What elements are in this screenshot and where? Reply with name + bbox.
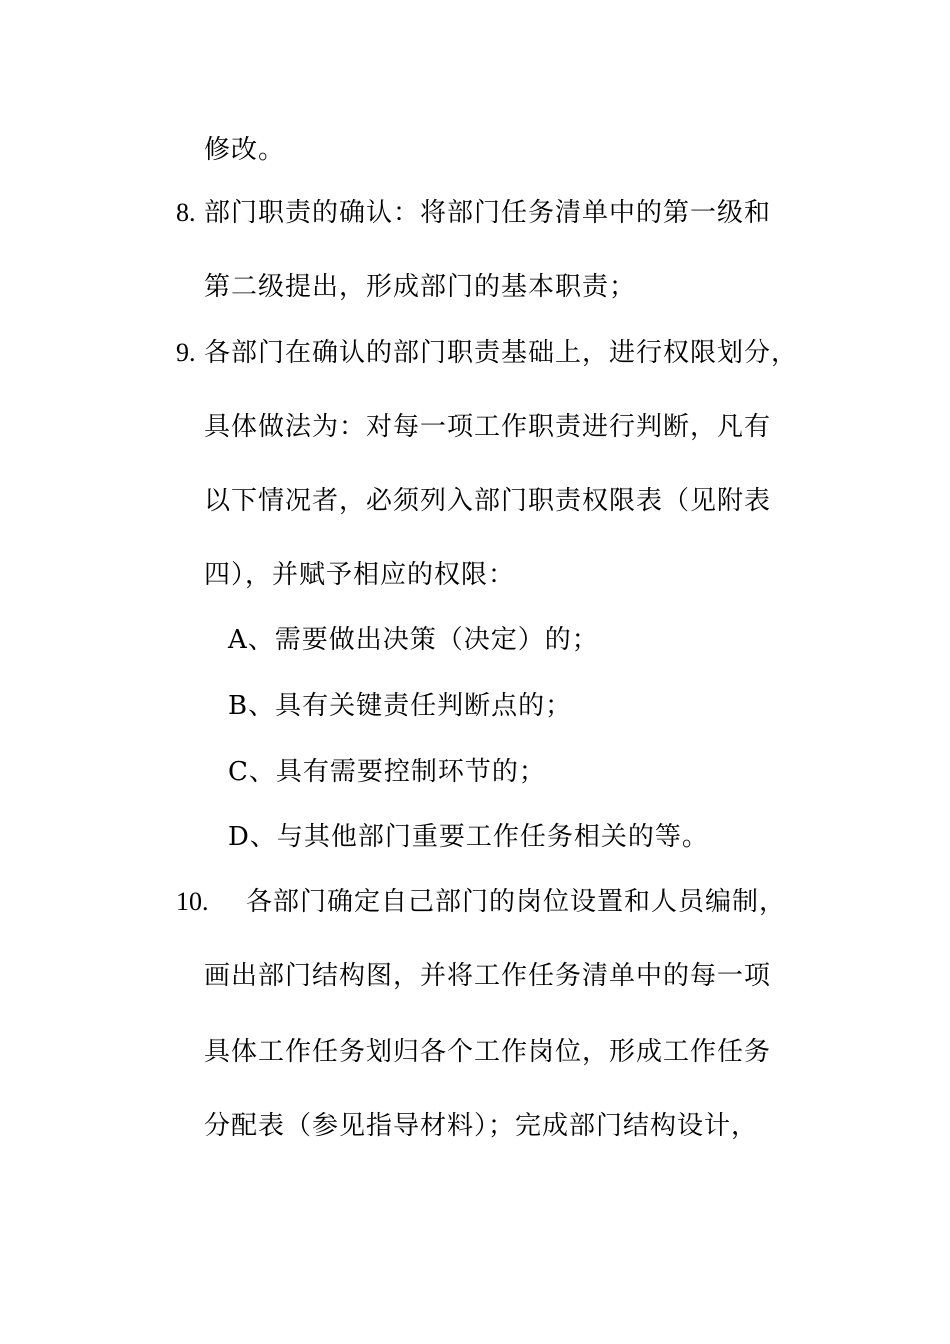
item-8-number: 8. (176, 198, 196, 227)
item-8-line-2: 第二级提出，形成部门的基本职责； (204, 272, 637, 302)
item-10-number: 10. (176, 887, 209, 916)
item-10-line-4: 分配表（参见指导材料）；完成部门结构设计， (204, 1111, 759, 1141)
item-9-sub-d: D、与其他部门重要工作任务相关的等。 (228, 822, 709, 852)
item-9-line-4: 四），并赋予相应的权限： (204, 560, 516, 590)
item-9-sub-c: C、具有需要控制环节的； (228, 757, 546, 787)
item-8-line-1: 部门职责的确认：将部门任务清单中的第一级和 (204, 198, 772, 228)
item-10-line-2: 画出部门结构图，并将工作任务清单中的每一项 (204, 961, 772, 991)
item-10-line-3: 具体工作任务划归各个工作岗位，形成工作任务 (204, 1037, 772, 1067)
item-9-line-3: 以下情况者，必须列入部门职责权限表（见附表 (204, 486, 772, 516)
item-9-sub-b: B、具有关键责任判断点的； (228, 691, 573, 721)
continuation-line: 修改。 (204, 135, 286, 165)
item-10-line-1: 各部门确定自己部门的岗位设置和人员编制， (246, 887, 787, 917)
item-9-number: 9. (176, 338, 196, 367)
item-9-line-1: 各部门在确认的部门职责基础上，进行权限划分， (204, 338, 799, 368)
item-9-sub-a: A、需要做出决策（决定）的； (228, 625, 599, 655)
item-9-line-2: 具体做法为：对每一项工作职责进行判断，凡有 (204, 412, 772, 442)
